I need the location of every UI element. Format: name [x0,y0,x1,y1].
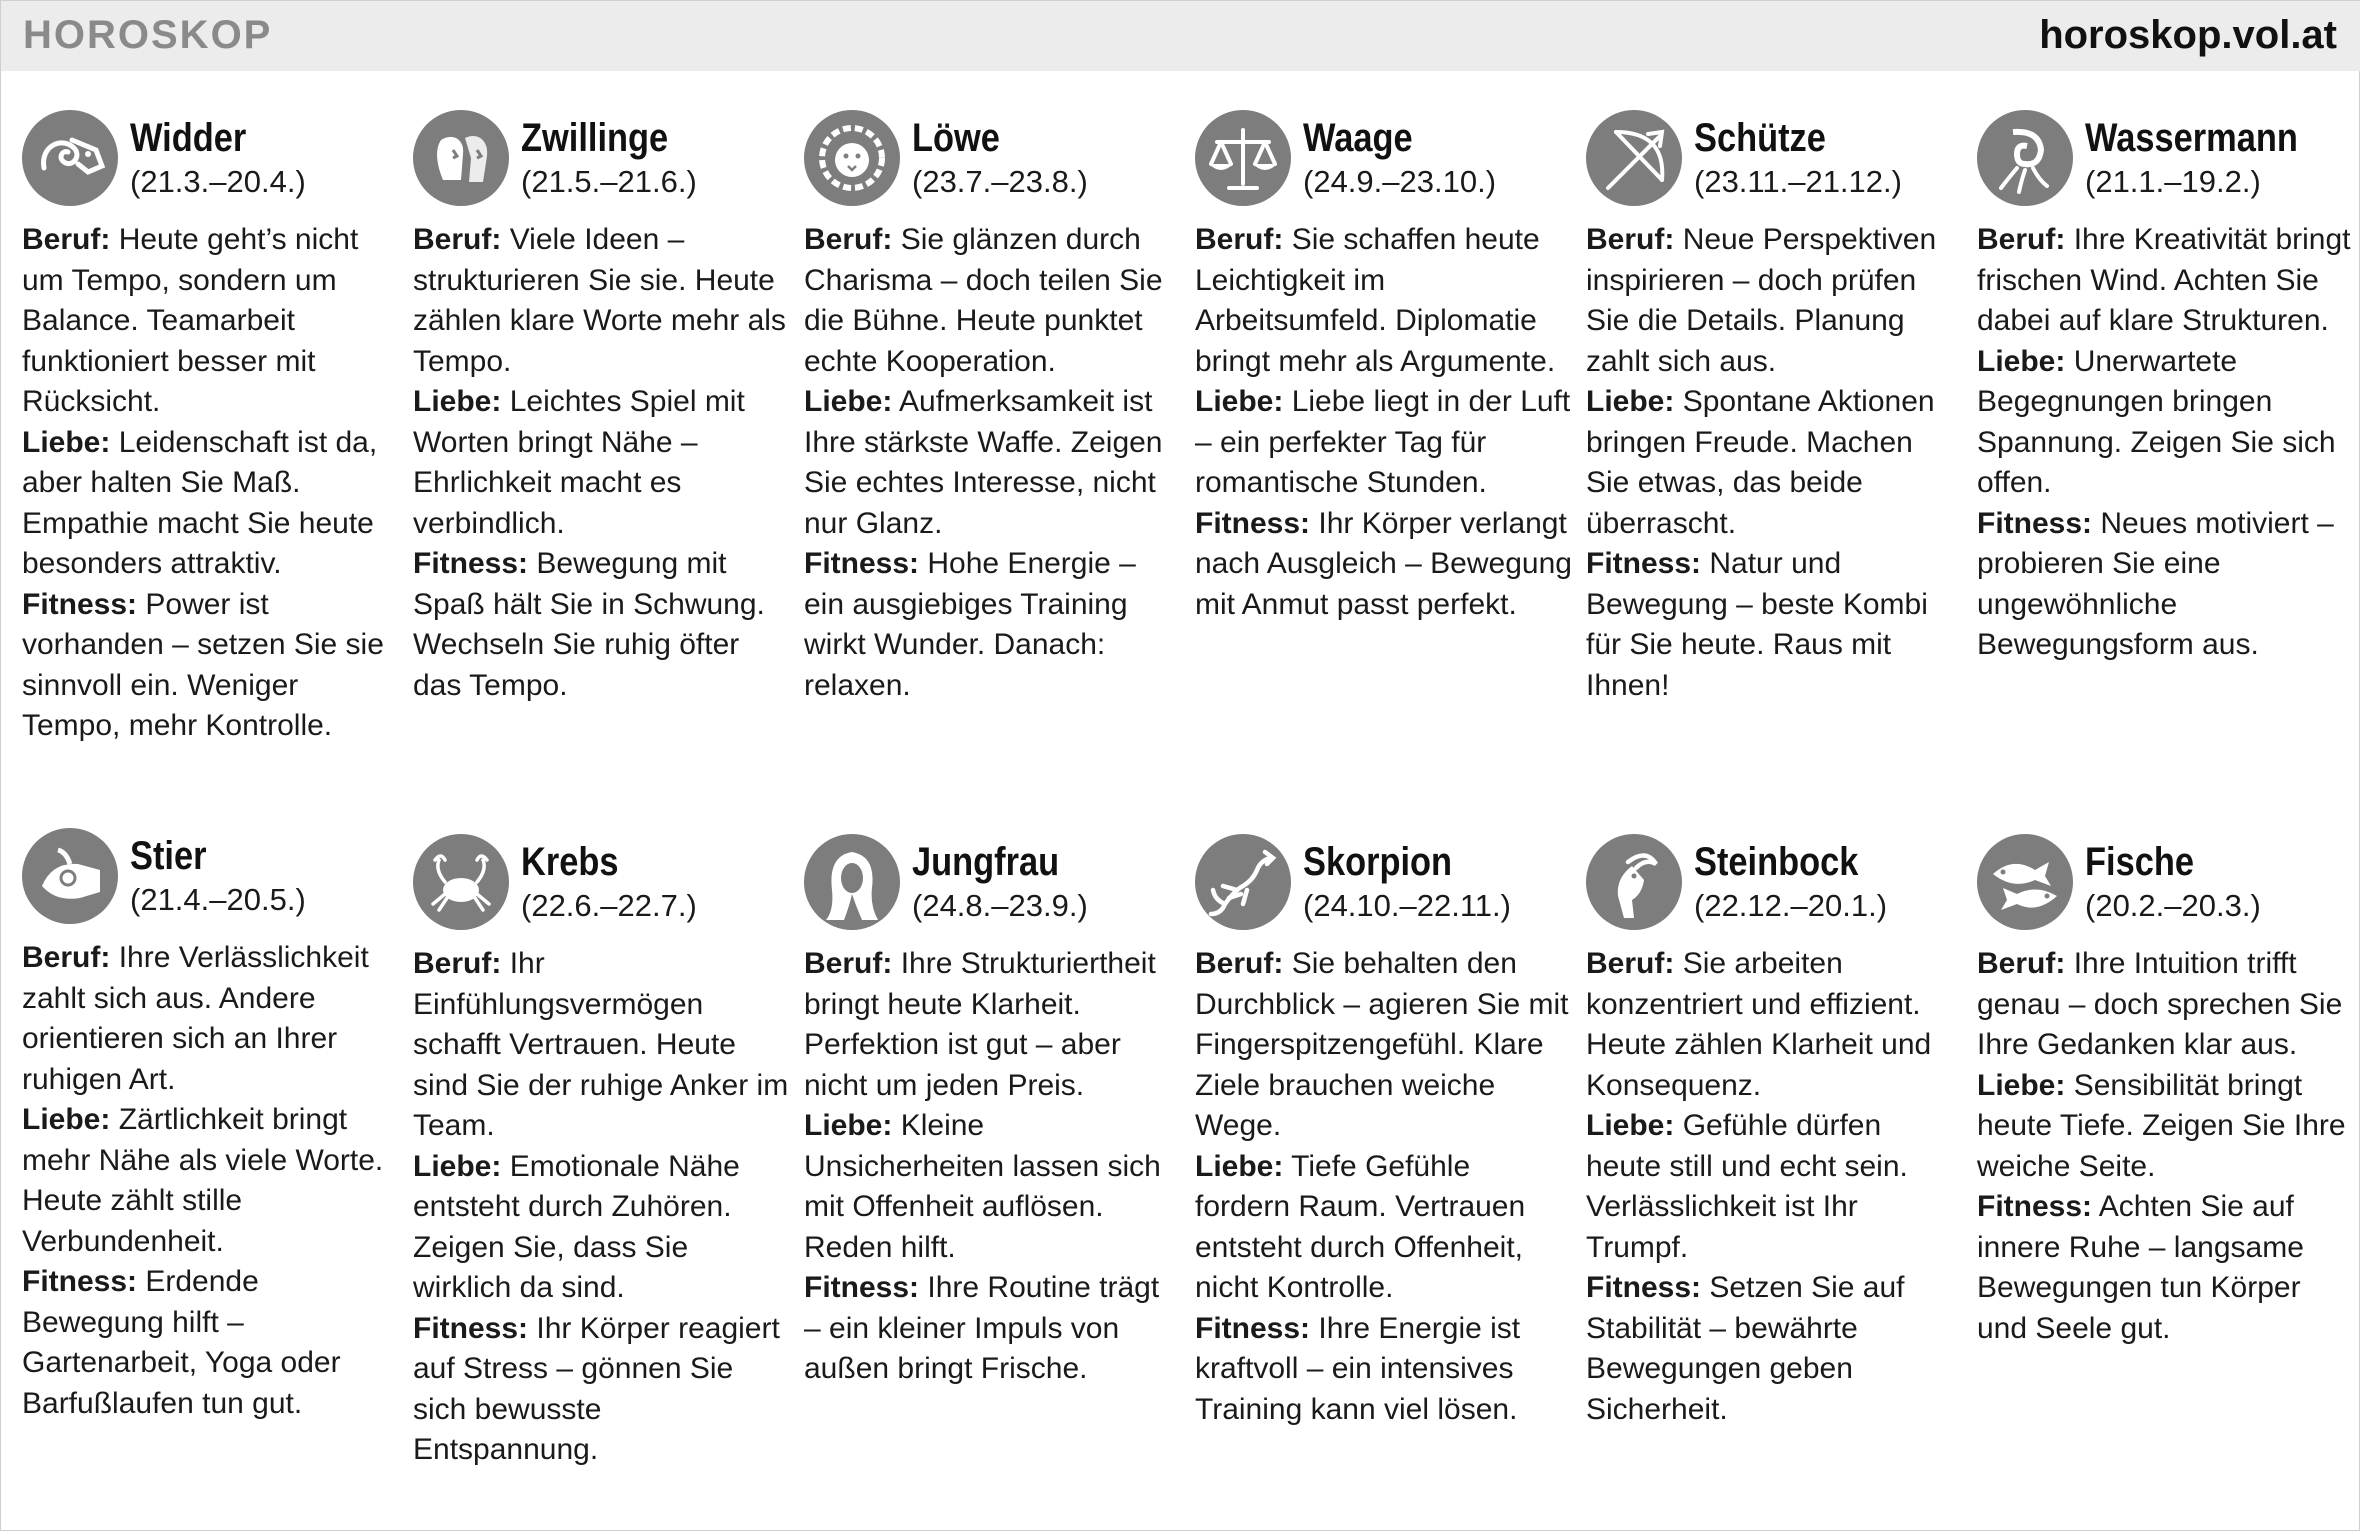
beruf-label: Beruf: [22,223,111,256]
beruf-text: Ihre Verlässlichkeit zahlt sich aus. Andere orientieren sich an Ihrer ruhigen Art. [22,941,369,1096]
liebe-label: Liebe: [413,1149,502,1183]
beruf-text: Sie schaffen heute Leichtigkeit im Arbeitsumfeld. Diplomatie bringt mehr als Argumente. [1195,223,1556,378]
sign-dates: (23.11.–21.12.) [1694,164,1902,199]
sign-name: Löwe [912,116,1000,160]
sign-text [1977,220,2355,666]
liebe-label: Liebe: [413,385,502,418]
fitness-label: Fitness: [1977,1190,2093,1223]
sign-dates: (22.6.–22.7.) [521,888,697,923]
liebe-text: Spontane Aktionen bringen Freude. Machen Sie etwas, das beide überrascht. [1586,385,1935,540]
beruf-label: Beruf: [1586,223,1675,256]
sign-text [804,944,1182,1390]
fitness-text: Erdende Bewegung hilft – Gartenarbeit, Yoga oder Barfußlaufen tun gut. [22,1265,341,1420]
fitness-text: Ihre Routine trägt – ein kleiner Impuls von außen bringt Frische. [804,1271,1160,1385]
sign-text [1977,944,2355,1349]
liebe-text: Zärtlichkeit bringt mehr Nähe als viele Worte. Heute zählt stille Verbundenheit. [22,1103,384,1258]
fitness-label: Fitness: [1586,1271,1702,1304]
liebe-label: Liebe: [804,385,893,418]
fitness-text: Achten Sie auf innere Ruhe – langsame Bewegungen tun Körper und Seele gut. [1977,1190,2304,1345]
bull-icon [22,828,118,924]
beruf-text: Sie glänzen durch Charisma – doch teilen Sie die Bühne. Heute punktet echte Kooperation. [804,223,1163,378]
sign-name: Krebs [521,840,619,884]
sign-text [22,938,400,1424]
liebe-label: Liebe: [22,425,111,459]
fitness-label: Fitness: [1195,1311,1311,1345]
liebe-text: Sensibilität bringt heute Tiefe. Zeigen Sie Ihre weiche Seite. [1977,1068,2346,1183]
sign-dates: (21.5.–21.6.) [521,164,697,199]
section-title: HOROSKOP [23,13,273,57]
liebe-text: Emotionale Nähe entsteht durch Zuhören. Zeigen Sie, dass Sie wirklich da sind. [413,1149,740,1304]
scorpion-icon [1195,834,1291,930]
capricorn-icon [1586,834,1682,930]
fitness-label: Fitness: [413,547,529,580]
sign-name: Fische [2085,840,2194,884]
liebe-label: Liebe: [1586,1109,1675,1142]
beruf-text: Ihre Intuition trifft genau – doch sprechen Sie Ihre Gedanken klar aus. [1977,947,2343,1061]
beruf-label: Beruf: [1977,223,2066,256]
sign-name: Schütze [1694,116,1826,160]
fitness-text: Ihr Körper reagiert auf Stress – gönnen Sie sich bewusste Entspannung. [413,1311,780,1466]
beruf-label: Beruf: [22,941,111,974]
sign-text [1586,944,1964,1430]
fitness-label: Fitness: [1586,547,1702,580]
liebe-text: Aufmerksamkeit ist Ihre stärkste Waffe. Zeigen Sie echtes Interesse, nicht nur Glanz. [804,385,1163,540]
fitness-text: Ihr Körper verlangt nach Ausgleich – Bewegung mit Anmut passt perfekt. [1195,506,1572,621]
liebe-label: Liebe: [1977,1068,2066,1102]
sign-name: Zwillinge [521,116,669,160]
beruf-text: Ihre Strukturiertheit bringt heute Klarheit. Perfektion ist gut – aber nicht um jeden Preis. [804,947,1156,1102]
fitness-text: Ihre Energie ist kraftvoll – ein intensives Training kann viel lösen. [1195,1311,1521,1426]
sign-text [1195,220,1573,625]
sign-dates: (24.9.–23.10.) [1303,164,1497,199]
fish-icon [1977,834,2073,930]
sign-text [413,220,791,706]
beruf-label: Beruf: [804,223,893,256]
sign-name: Steinbock [1694,840,1859,884]
sign-dates: (21.4.–20.5.) [130,882,306,917]
fitness-text: Hohe Energie – ein ausgiebiges Training wirkt Wunder. Danach: relaxen. [804,547,1136,702]
sign-text [22,220,400,747]
fitness-text: Setzen Sie auf Stabilität – bewährte Bewegungen geben Sicherheit. [1586,1271,1905,1426]
liebe-label: Liebe: [1977,344,2066,378]
sign-dates: (24.10.–22.11.) [1303,888,1511,923]
sign-dates: (23.7.–23.8.) [912,164,1088,199]
twins-icon [413,110,509,206]
ram-icon [22,110,118,206]
beruf-label: Beruf: [413,947,502,980]
liebe-label: Liebe: [22,1103,111,1136]
sign-dates: (22.12.–20.1.) [1694,888,1888,923]
beruf-text: Neue Perspektiven inspirieren – doch prüfen Sie die Details. Planung zahlt sich aus. [1586,223,1937,378]
beruf-text: Ihr Einfühlungsvermögen schafft Vertrauen. Heute sind Sie der ruhige Anker im Team. [413,947,789,1142]
signs-grid [0,70,2360,1531]
sign-name: Widder [130,116,247,160]
sign-dates: (21.3.–20.4.) [130,164,306,199]
water-bearer-icon [1977,110,2073,206]
liebe-text: Tiefe Gefühle fordern Raum. Vertrauen entsteht durch Offenheit, nicht Kontrolle. [1195,1149,1526,1304]
site-url: horoskop.vol.at [2039,13,2337,57]
sign-text [413,944,791,1471]
liebe-label: Liebe: [804,1109,893,1142]
lion-icon [804,110,900,206]
beruf-label: Beruf: [1586,947,1675,980]
sign-dates: (24.8.–23.9.) [912,888,1088,923]
liebe-text: Leidenschaft ist da, aber halten Sie Maß. Empathie macht Sie heute besonders attraktiv. [22,425,378,580]
fitness-text: Power ist vorhanden – setzen Sie sie sinnvoll ein. Weniger Tempo, mehr Kontrolle. [22,587,384,742]
beruf-text: Sie behalten den Durchblick – agieren Sie mit Fingerspitzengefühl. Klare Ziele brauchen weiche Wege. [1195,947,1569,1142]
fitness-label: Fitness: [1195,506,1311,540]
beruf-label: Beruf: [1195,947,1284,980]
beruf-text: Ihre Kreativität bringt frischen Wind. Achten Sie dabei auf klare Strukturen. [1977,223,2351,337]
liebe-text: Unerwartete Begegnungen bringen Spannung. Zeigen Sie sich offen. [1977,344,2336,499]
sign-name: Jungfrau [912,840,1060,884]
sign-text [804,220,1182,706]
sign-name: Stier [130,834,207,878]
sign-text [1195,944,1573,1430]
fitness-text: Neues motiviert – probieren Sie eine ungewöhnliche Bewegungsform aus. [1977,506,2334,661]
fitness-label: Fitness: [22,1265,138,1298]
fitness-label: Fitness: [804,547,920,580]
sign-text [1586,220,1964,706]
sign-dates: (21.1.–19.2.) [2085,164,2261,199]
beruf-label: Beruf: [413,223,502,256]
beruf-text: Heute geht’s nicht um Tempo, sondern um Balance. Teamarbeit funktioniert besser mit Rücksicht. [22,223,359,418]
virgin-icon [804,834,900,930]
archer-icon [1586,110,1682,206]
sign-name: Waage [1303,116,1413,160]
beruf-label: Beruf: [804,947,893,980]
beruf-label: Beruf: [1195,223,1284,256]
sign-name: Wassermann [2085,116,2298,160]
fitness-label: Fitness: [413,1311,529,1345]
scales-icon [1195,110,1291,206]
liebe-label: Liebe: [1586,385,1675,418]
header-bar [1,1,2360,71]
beruf-text: Viele Ideen – strukturieren Sie sie. Heute zählen klare Worte mehr als Tempo. [413,223,786,378]
beruf-label: Beruf: [1977,947,2066,980]
liebe-text: Leichtes Spiel mit Worten bringt Nähe – Ehrlichkeit macht es verbindlich. [413,385,745,540]
beruf-text: Sie arbeiten konzentriert und effizient. Heute zählen Klarheit und Konsequenz. [1586,947,1932,1102]
sign-dates: (20.2.–20.3.) [2085,888,2261,923]
liebe-label: Liebe: [1195,385,1284,418]
sign-name: Skorpion [1303,840,1453,884]
fitness-label: Fitness: [804,1271,920,1304]
liebe-text: Kleine Unsicherheiten lassen sich mit Offenheit auflösen. Reden hilft. [804,1109,1161,1264]
liebe-text: Gefühle dürfen heute still und echt sein. Verlässlichkeit ist Ihr Trumpf. [1586,1109,1908,1264]
fitness-label: Fitness: [1977,506,2093,540]
liebe-text: Liebe liegt in der Luft – ein perfekter Tag für romantische Stunden. [1195,385,1571,499]
fitness-label: Fitness: [22,587,138,621]
fitness-text: Natur und Bewegung – beste Kombi für Sie heute. Raus mit Ihnen! [1586,547,1928,702]
fitness-text: Bewegung mit Spaß hält Sie in Schwung. Wechseln Sie ruhig öfter das Tempo. [413,547,765,702]
liebe-label: Liebe: [1195,1149,1284,1183]
crab-icon [413,834,509,930]
